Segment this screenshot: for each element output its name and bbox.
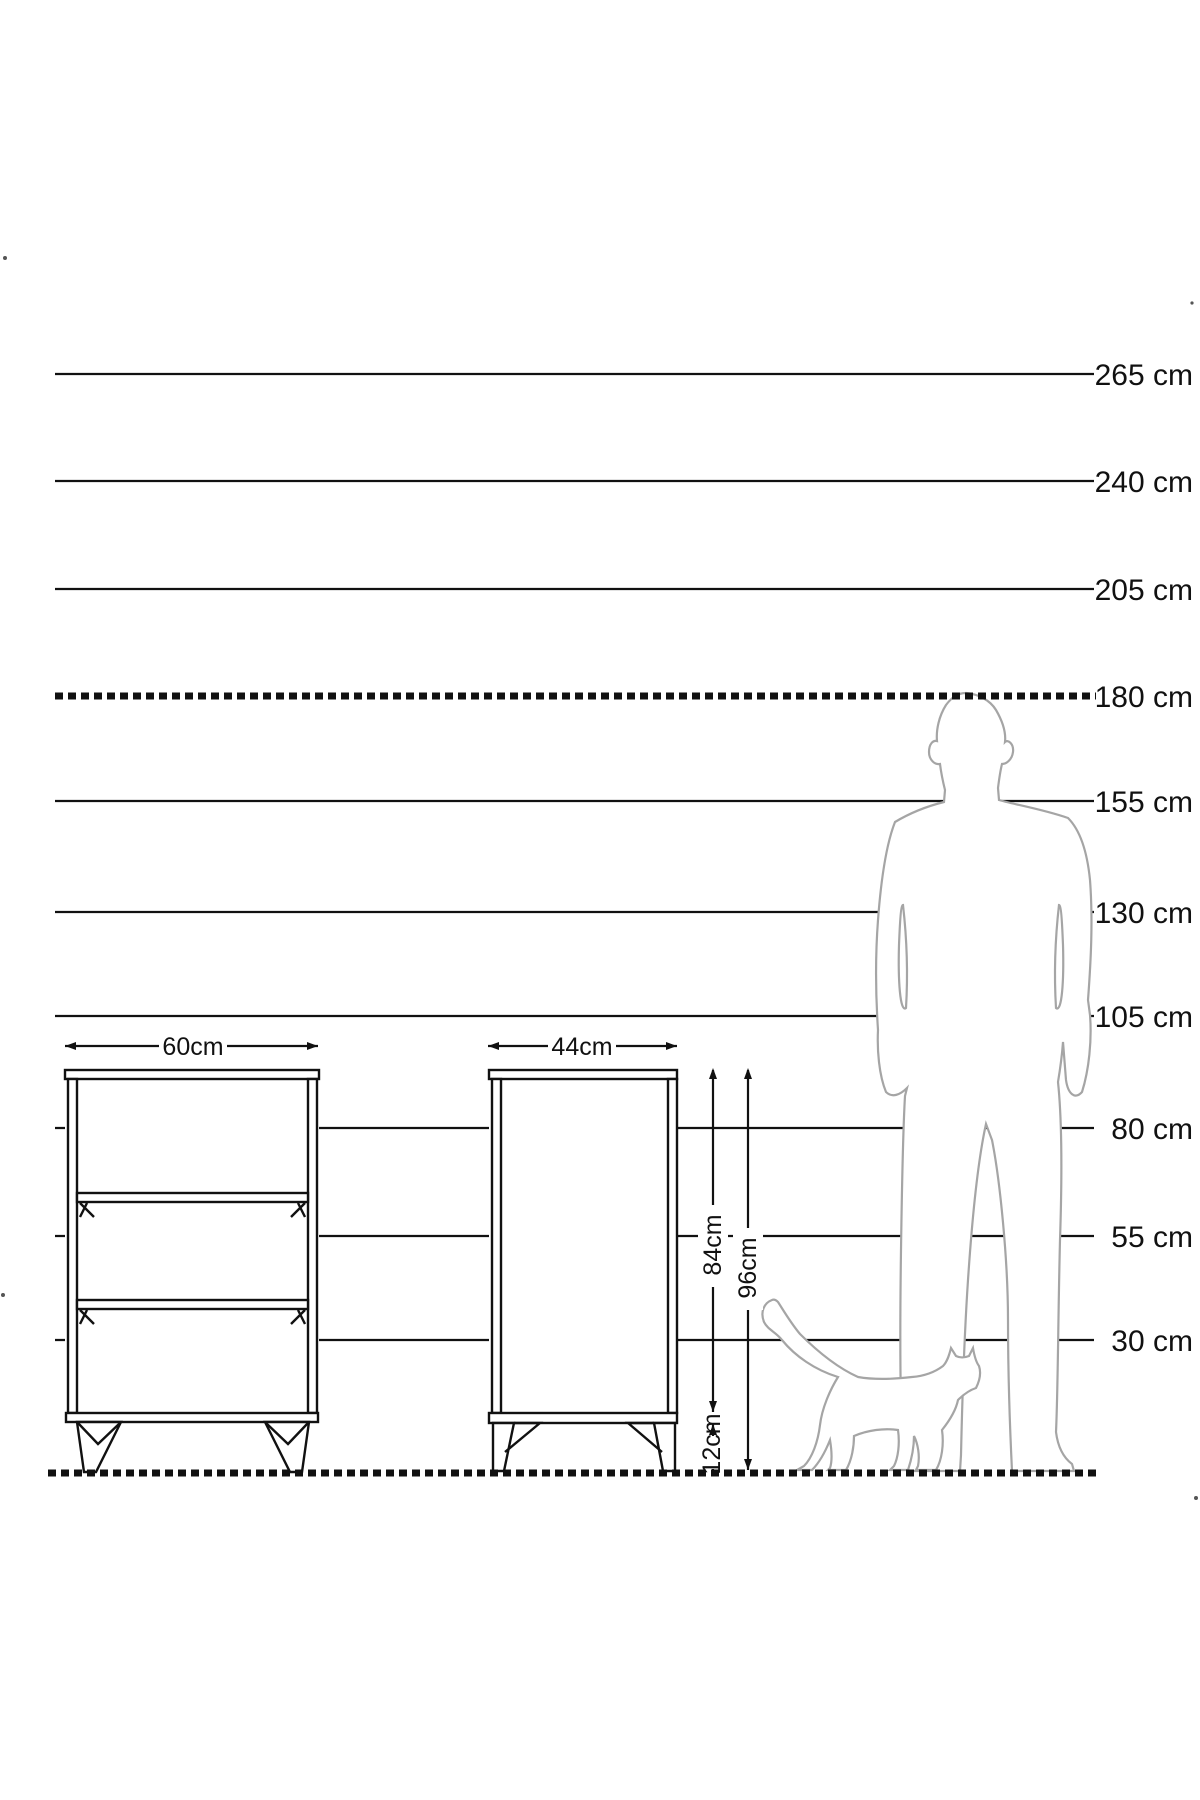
- man-outline: [876, 693, 1091, 1471]
- dim-12-label: 12cm: [698, 1413, 726, 1475]
- scale-label-55: 55 cm: [1111, 1221, 1193, 1254]
- dim-44-arrow-right: [666, 1042, 677, 1050]
- cabinet-front-left-panel: [68, 1079, 77, 1413]
- cabinet-side-left-panel: [492, 1079, 501, 1413]
- cabinet-side-view: [489, 1070, 677, 1471]
- dim-84-arrow-down: [709, 1401, 717, 1412]
- cabinet-front-right-panel: [308, 1079, 317, 1413]
- man-silhouette: [876, 693, 1091, 1471]
- cabinet-front-body: [65, 1070, 319, 1422]
- dim-44-arrow-left: [488, 1042, 499, 1050]
- cabinet-shelf-2: [77, 1300, 308, 1309]
- dim-60-arrow-right: [307, 1042, 318, 1050]
- cabinet-front-bottom-panel: [66, 1413, 318, 1422]
- dim-84-arrow-up: [709, 1068, 717, 1079]
- scale-label-240: 240 cm: [1094, 466, 1193, 499]
- dim-84-label: 84cm: [699, 1214, 727, 1276]
- cabinet-side-bottom-panel: [489, 1413, 677, 1423]
- dimension-side-width: [488, 1031, 677, 1061]
- cabinet-side-body: [489, 1070, 677, 1423]
- dimension-front-width: [65, 1031, 318, 1061]
- dim-96-label: 96cm: [734, 1237, 762, 1299]
- scale-label-30: 30 cm: [1111, 1325, 1193, 1358]
- dim-96-arrow-down: [744, 1459, 752, 1470]
- dimension-leg-height: [698, 1413, 728, 1474]
- scale-label-180: 180 cm: [1094, 681, 1193, 714]
- cabinet-shelf-1: [77, 1193, 308, 1202]
- dim-44-label: 44cm: [551, 1033, 613, 1061]
- cabinet-front-view: [65, 1070, 319, 1472]
- dim-60-label: 60cm: [162, 1033, 224, 1061]
- scale-label-205: 205 cm: [1094, 574, 1193, 607]
- scale-label-80: 80 cm: [1111, 1113, 1193, 1146]
- cabinet-side-top-panel: [489, 1070, 677, 1079]
- scale-label-155: 155 cm: [1094, 786, 1193, 819]
- dimension-body-height: [698, 1068, 728, 1412]
- dim-60-arrow-left: [65, 1042, 76, 1050]
- scale-label-130: 130 cm: [1094, 897, 1193, 930]
- scale-label-265: 265 cm: [1094, 359, 1193, 392]
- cabinet-side-right-panel: [668, 1079, 677, 1413]
- dim-96-arrow-up: [744, 1068, 752, 1079]
- scale-labels: [1095, 359, 1193, 1358]
- cabinet-front-top-panel: [65, 1070, 319, 1079]
- scale-label-105: 105 cm: [1094, 1001, 1193, 1034]
